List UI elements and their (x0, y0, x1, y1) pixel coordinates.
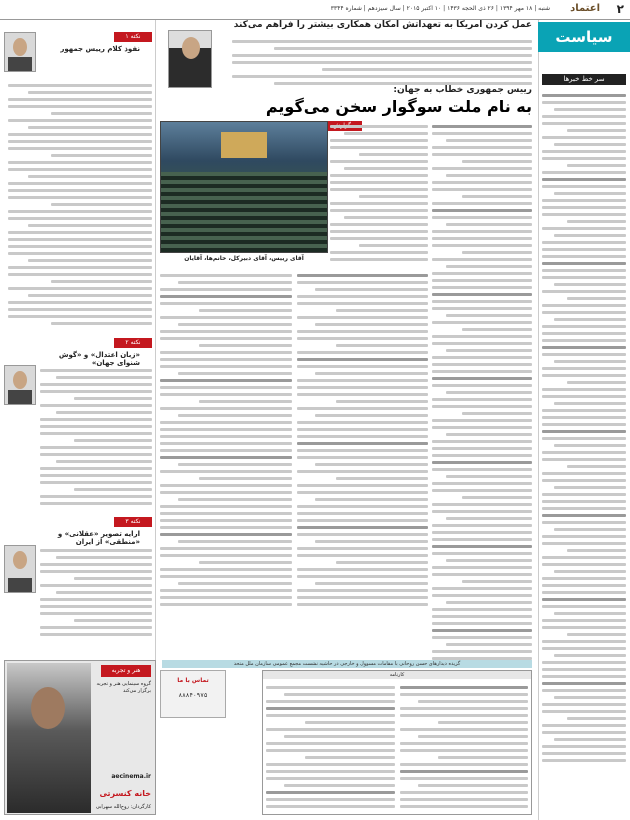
top-story-portrait (168, 30, 212, 88)
top-story-body (232, 36, 532, 88)
meetings-banner: گزیده دیدارهای حسن روحانی با مقامات مسوول و خارجی در حاشیه نشست مجمع عمومی سازمان ملل متحد (162, 660, 532, 668)
note-1-tag: نکته ۱ (114, 32, 152, 42)
note-3-headline: ارایه تصویر «عقلانی» و «منطقی» از ایران (57, 530, 140, 546)
main-story-side-column (330, 121, 428, 267)
newspaper-logo: اعتماد (570, 3, 600, 14)
photo-caption: آقای رییس، آقای دبیرکل، خانم‌ها، آقایان (184, 255, 304, 262)
ad-blurb: گروه سینمایی هنر و تجربه برگزار می‌کند (96, 681, 151, 694)
un-assembly-photo (160, 121, 328, 253)
note-3-body (40, 545, 152, 655)
page-number: ۲ (616, 2, 624, 16)
ad-logo: هنر و تجربه (101, 665, 151, 677)
note-2-photo (4, 365, 36, 405)
contact-title: تماس با ما (177, 677, 209, 684)
ad-website: aecinema.ir (111, 773, 151, 780)
note-1-headline: نفوذ کلام رییس جمهور (60, 45, 140, 53)
note-1-body (8, 80, 152, 340)
sidebar-tag: سر خط خبرها (542, 74, 626, 85)
page-header (0, 0, 630, 20)
main-story-body-lower (160, 270, 428, 660)
meetings-box-title: کارنامه (263, 671, 531, 679)
note-1-photo (4, 32, 36, 72)
ad-film-title: خانه کنسرتی (99, 789, 151, 798)
film-poster (7, 663, 91, 813)
ad-credit: کارگردان: روح‌الله سهرابی (95, 804, 151, 810)
contact-box (160, 670, 226, 718)
note-3-photo (4, 545, 36, 593)
sidebar-column-text (542, 90, 626, 810)
meetings-box (262, 670, 532, 815)
dateline: شنبه | ۱۸ مهر ۱۳۹۴ | ۲۶ ذی الحجه ۱۴۳۶ | ۱۰ اکتبر ۲۰۱۵ | سال سیزدهم | شماره ۳۳۴۴ (330, 5, 550, 12)
note-3-tag: نکته ۳ (114, 517, 152, 527)
main-story-body-column (432, 121, 532, 661)
main-story-kicker: رییس جمهوری خطاب به جهان: (393, 85, 532, 95)
section-title: سیاست (538, 22, 630, 52)
top-story-headline: عمل کردن امریکا به تعهداتش امکان همکاری بیشتر را فراهم می‌کند (233, 20, 532, 30)
contact-phone: ۸۸۸۴۰۹۷۵ (178, 692, 208, 699)
note-2-tag: نکته ۲ (114, 338, 152, 348)
film-advertisement[interactable] (4, 660, 156, 815)
note-2-headline: «زبان اعتدال» و «گوش شنوای جهان» (58, 351, 140, 367)
main-story-headline: به نام ملت سوگوار سخن می‌گویم (265, 97, 532, 116)
note-2-body (40, 365, 152, 525)
